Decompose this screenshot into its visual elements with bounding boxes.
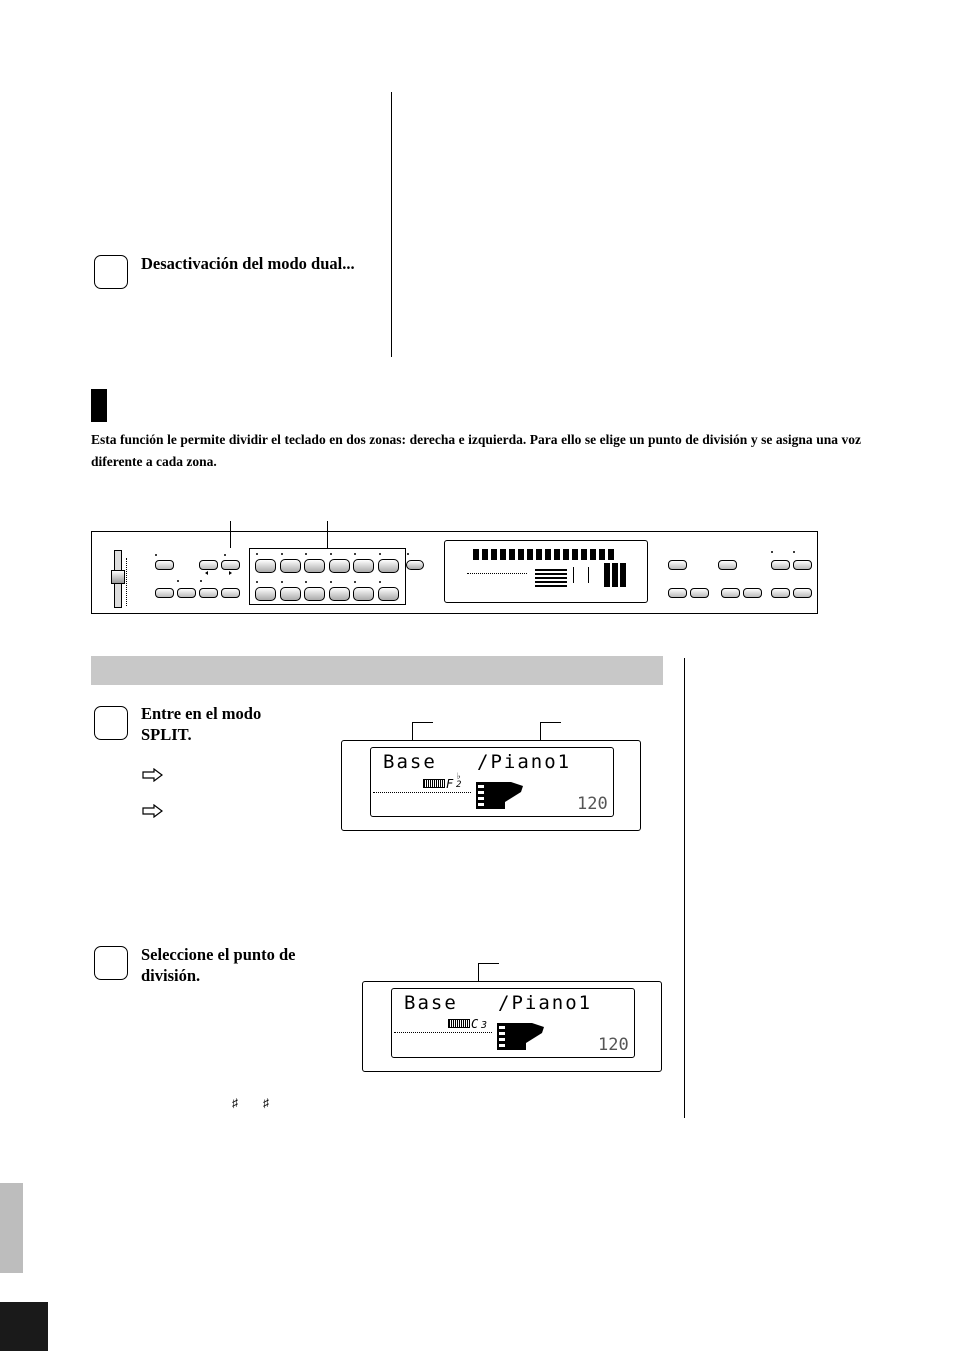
led — [379, 581, 381, 583]
sharp-symbol: ♯ — [263, 1096, 269, 1110]
step-marker — [94, 946, 128, 980]
led — [305, 553, 307, 555]
led — [407, 553, 409, 555]
side-tab — [0, 1183, 23, 1273]
right-triangle-icon — [229, 571, 232, 575]
callout-line — [412, 722, 433, 723]
piano-keys-icon — [496, 1021, 546, 1051]
lcd-character-segment — [509, 549, 515, 560]
led — [305, 581, 307, 583]
voice-button[interactable] — [353, 587, 374, 601]
voice-button[interactable] — [304, 587, 325, 601]
lcd-split-octave: 2 — [456, 780, 462, 790]
lcd-character-segment — [572, 549, 578, 560]
lcd-big-digit — [604, 563, 626, 587]
panel-button[interactable] — [771, 588, 790, 598]
voice-button[interactable] — [353, 559, 374, 573]
lcd-character-segment — [473, 549, 479, 560]
lcd-split-note: F — [446, 777, 454, 791]
column-divider-bottom — [684, 658, 685, 1118]
panel-button[interactable] — [668, 560, 687, 570]
lcd-dotted-line — [394, 1032, 492, 1033]
slider-scale — [126, 558, 128, 606]
lcd-character-segment — [482, 549, 488, 560]
down-button[interactable] — [721, 588, 740, 598]
panel-button[interactable] — [718, 560, 737, 570]
lcd-display-step1 — [341, 740, 641, 831]
callout-line — [540, 722, 561, 723]
voice-button[interactable] — [378, 587, 399, 601]
panel-button[interactable] — [199, 560, 218, 570]
corner-block — [0, 1302, 48, 1351]
lcd-display-step2 — [362, 981, 662, 1072]
voice-button[interactable] — [255, 559, 276, 573]
split-point-icon — [423, 779, 445, 788]
panel-button[interactable] — [155, 588, 174, 598]
voice-button[interactable] — [255, 587, 276, 601]
lcd-character-segment — [545, 549, 551, 560]
lcd-character-segment — [563, 549, 569, 560]
dual-off-step-title: Desactivación del modo dual... — [141, 254, 355, 273]
lcd-screen — [391, 988, 635, 1058]
led — [354, 581, 356, 583]
voice-button[interactable] — [280, 559, 301, 573]
lcd-character-segment — [608, 549, 614, 560]
led — [155, 554, 157, 556]
metronome-icon — [573, 567, 589, 583]
led — [224, 554, 226, 556]
panel-button[interactable] — [199, 588, 218, 598]
lcd-character-segment — [554, 549, 560, 560]
lcd-dotted-line — [373, 792, 471, 793]
panel-lcd — [444, 540, 648, 603]
lcd-split-note: C — [471, 1017, 479, 1031]
lcd-screen — [370, 747, 614, 817]
lcd-right-voice: /Piano1 — [498, 992, 593, 1014]
lcd-tempo: 120 — [577, 794, 608, 814]
panel-button[interactable] — [793, 588, 812, 598]
section-marker — [91, 389, 107, 422]
lcd-left-voice: Base — [404, 992, 458, 1014]
lcd-right-voice: /Piano1 — [477, 751, 572, 773]
enter-split-step-title: Entre en el modo SPLIT. — [141, 704, 262, 744]
lcd-tempo: 120 — [598, 1035, 629, 1055]
led — [771, 551, 773, 553]
lcd-left-voice: Base — [383, 751, 437, 773]
slider-knob[interactable] — [111, 570, 125, 584]
front-panel-diagram — [91, 531, 818, 614]
panel-button[interactable] — [771, 560, 790, 570]
outline-arrow-right-icon — [142, 804, 164, 818]
lcd-character-segment — [518, 549, 524, 560]
led — [379, 553, 381, 555]
column-divider-top — [391, 92, 392, 357]
select-split-point-step-title: Seleccione el punto de división. — [141, 945, 296, 985]
sharp-symbol: ♯ — [232, 1096, 238, 1110]
led — [354, 553, 356, 555]
panel-button[interactable] — [793, 560, 812, 570]
split-intro-text: Esta función le permite dividir el teclado en dos zonas: derecha e izquierda. Para ello se elige un punto de división y se asigna una voz diferente a cada zona. — [91, 432, 861, 469]
step-marker — [94, 706, 128, 740]
voice-button[interactable] — [329, 587, 350, 601]
panel-button[interactable] — [155, 560, 174, 570]
voice-button[interactable] — [329, 559, 350, 573]
up-button[interactable] — [690, 588, 709, 598]
panel-button[interactable] — [221, 588, 240, 598]
led — [793, 551, 795, 553]
lcd-small-indicators — [467, 565, 527, 574]
lcd-split-octave: 3 — [481, 1020, 488, 1031]
split-point-icon — [448, 1019, 470, 1028]
lcd-split-accidental: ♭ — [456, 772, 462, 782]
voice-button[interactable] — [280, 587, 301, 601]
up-button[interactable] — [743, 588, 762, 598]
left-triangle-icon — [205, 571, 208, 575]
outline-arrow-right-icon — [142, 768, 164, 782]
led — [281, 553, 283, 555]
led — [256, 581, 258, 583]
lcd-bars-icon — [535, 569, 567, 587]
gray-header-band — [91, 656, 663, 685]
lcd-character-segment — [500, 549, 506, 560]
panel-button[interactable] — [406, 560, 424, 570]
panel-button[interactable] — [177, 588, 196, 598]
voice-button[interactable] — [378, 559, 399, 573]
lcd-character-segment — [536, 549, 542, 560]
callout-line — [478, 963, 499, 964]
lcd-character-segment — [527, 549, 533, 560]
led — [177, 580, 179, 582]
led — [281, 581, 283, 583]
step-marker — [94, 255, 128, 289]
led — [330, 581, 332, 583]
piano-keys-icon — [475, 780, 525, 810]
lcd-character-segment — [491, 549, 497, 560]
voice-button[interactable] — [304, 559, 325, 573]
led — [200, 580, 202, 582]
down-button[interactable] — [668, 588, 687, 598]
led — [256, 553, 258, 555]
lcd-character-segment — [599, 549, 605, 560]
split-button[interactable] — [221, 560, 240, 570]
led — [330, 553, 332, 555]
lcd-character-segment — [590, 549, 596, 560]
lcd-character-segment — [581, 549, 587, 560]
